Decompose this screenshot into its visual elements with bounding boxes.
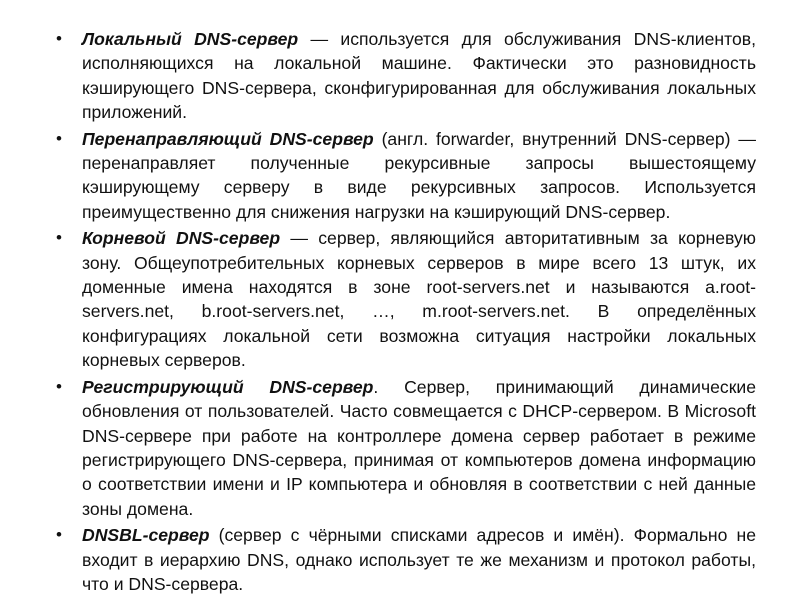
list-item-forwarder-dns [56,127,756,225]
description-registering-dns: . Сервер, принимающий динамические обновления от пользователей. Часто совмещается с DHCP-сервером. В Microsoft DNS-сервере при работе на контроллере домена сервер работает в режиме регистрирующего DNS-сервера, принимая от компьютеров домена информацию о соответствии имени и IP компьютера и обновляя в соответствии с ней данные зоны домена. [82,376,757,519]
list-item-registering-dns [56,375,756,521]
list-item-local-dns [56,27,756,125]
description-dnsbl: (сервер с чёрными списками адресов и имён). Формально не входит в иерархию DNS, однако использует те же механизм и протокол работы, что и DNS-сервера. [82,525,756,594]
term-local-dns: Локальный DNS-сервер [82,29,299,49]
dns-server-types-list [56,27,756,598]
bullet-icon: • [56,29,62,48]
bullet-icon: • [56,128,62,148]
list-item-root-dns [56,226,756,372]
description-local-dns: — используется для обслуживания DNS-клиентов, исполняющихся на локальной машине. Фактически это разновидность кэширующего DNS-сервера, сконфигурированная для обслуживания локальных приложений. [82,29,756,123]
term-forwarder-dns: Перенаправляющий DNS-сервер [82,128,374,149]
list-item-dnsbl [56,523,756,596]
description-forwarder-dns: (англ. forwarder, внутренний DNS-сервер) — перенаправляет полученные рекурсивные запросы вышестоящему кэширующему серверу в виде рекурсивных запросов. Используется преимущественно для снижения нагрузки на кэширующий DNS-сервер. [82,128,756,222]
term-root-dns: Корневой DNS-сервер [82,228,281,249]
bullet-icon: • [56,228,62,248]
term-dnsbl: DNSBL-сервер [82,525,210,546]
bullet-icon: • [56,376,62,396]
bullet-icon: • [56,525,62,545]
description-root-dns: — сервер, являющийся авторитативным за корневую зону. Общеупотребительных корневых серверов в мире всего 13 штук, их доменные имена находятся в зоне root-servers.net и называются a.root-servers.net, b.root-servers.net, …, m.root-servers.net. В определённых конфигурациях локальной сети возможна ситуация настройки локальных корневых серверов. [82,228,757,371]
term-registering-dns: Регистрирующий DNS-сервер [82,376,374,397]
